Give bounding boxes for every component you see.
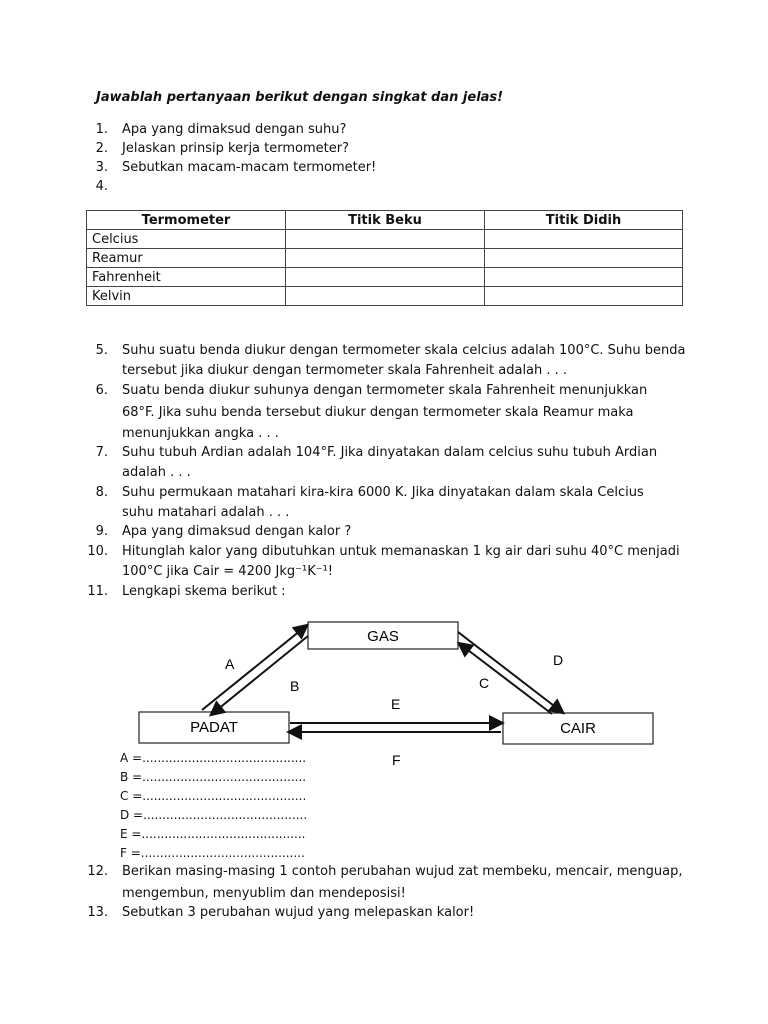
question-7-cont: adalah . . . bbox=[122, 465, 191, 480]
table-cell: Celcius bbox=[87, 230, 286, 249]
table-cell bbox=[286, 230, 485, 249]
label-f: F bbox=[392, 752, 401, 768]
table-header: Titik Beku bbox=[286, 211, 485, 230]
blank-b: B =........................................... bbox=[120, 770, 307, 784]
question-5-cont: tersebut jika diukur dengan termometer skala Fahrenheit adalah . . . bbox=[122, 363, 568, 378]
question-5: 5. Suhu suatu benda diukur dengan termometer skala celcius adalah 100°C. Suhu benda bbox=[95, 343, 686, 358]
table-header: Titik Didih bbox=[485, 211, 683, 230]
table-cell: Reamur bbox=[87, 249, 286, 268]
gas-label: GAS bbox=[367, 628, 399, 645]
label-e: E bbox=[391, 696, 401, 712]
table-cell: Fahrenheit bbox=[87, 268, 286, 287]
question-6: 6. Suatu benda diukur suhunya dengan termometer skala Fahrenheit menunjukkan bbox=[95, 383, 648, 398]
cair-label: CAIR bbox=[560, 720, 596, 737]
label-b: B bbox=[290, 678, 300, 694]
table-header-row bbox=[87, 211, 683, 230]
table-cell bbox=[485, 268, 683, 287]
table-cell bbox=[286, 268, 485, 287]
padat-label: PADAT bbox=[190, 719, 238, 736]
instruction-heading: Jawablah pertanyaan berikut dengan singkat dan jelas! bbox=[96, 90, 504, 105]
question-6-cont: 68°F. Jika suhu benda tersebut diukur dengan termometer skala Reamur maka bbox=[122, 405, 634, 420]
question-2: 2. Jelaskan prinsip kerja termometer? bbox=[95, 141, 349, 156]
question-10-cont: 100°C jika Cair = 4200 Jkg⁻¹K⁻¹! bbox=[122, 564, 334, 579]
label-d: D bbox=[553, 652, 564, 668]
blank-a: A =........................................... bbox=[120, 751, 307, 765]
question-12-cont: mengembun, menyublim dan mendeposisi! bbox=[122, 886, 406, 901]
label-c: C bbox=[479, 675, 490, 691]
table-cell bbox=[485, 287, 683, 306]
table-row bbox=[87, 268, 683, 287]
table-cell bbox=[286, 287, 485, 306]
label-a: A bbox=[225, 656, 235, 672]
blank-d: D =........................................... bbox=[120, 808, 308, 822]
thermometer-table bbox=[86, 210, 683, 306]
arrow-d bbox=[458, 632, 562, 712]
table-cell bbox=[286, 249, 485, 268]
question-8: 8. Suhu permukaan matahari kira-kira 6000 K. Jika dinyatakan dalam skala Celcius bbox=[95, 485, 644, 500]
table-row bbox=[87, 287, 683, 306]
question-8-cont: suhu matahari adalah . . . bbox=[122, 505, 290, 520]
arrow-a bbox=[202, 626, 306, 710]
arrow-c bbox=[460, 644, 552, 714]
question-1: 1. Apa yang dimaksud dengan suhu? bbox=[95, 122, 347, 137]
question-4: 4. bbox=[95, 179, 108, 194]
table-header: Termometer bbox=[87, 211, 286, 230]
question-13: 13. Sebutkan 3 perubahan wujud yang melepaskan kalor! bbox=[87, 905, 475, 920]
table-row bbox=[87, 230, 683, 249]
arrow-b bbox=[212, 636, 308, 714]
question-12: 12. Berikan masing-masing 1 contoh perubahan wujud zat membeku, mencair, menguap, bbox=[87, 864, 683, 879]
question-9: 9. Apa yang dimaksud dengan kalor ? bbox=[95, 524, 352, 539]
blank-f: F =........................................... bbox=[120, 846, 305, 860]
question-3: 3. Sebutkan macam-macam termometer! bbox=[95, 160, 377, 175]
question-7: 7. Suhu tubuh Ardian adalah 104°F. Jika dinyatakan dalam celcius suhu tubuh Ardian bbox=[95, 445, 658, 460]
table-cell bbox=[485, 230, 683, 249]
question-11: 11. Lengkapi skema berikut : bbox=[87, 584, 286, 599]
blank-e: E =........................................... bbox=[120, 827, 306, 841]
table-row bbox=[87, 249, 683, 268]
blank-c: C =........................................... bbox=[120, 789, 307, 803]
table-cell bbox=[485, 249, 683, 268]
question-6-cont: menunjukkan angka . . . bbox=[122, 426, 279, 441]
phase-change-diagram bbox=[130, 610, 670, 770]
question-10: 10. Hitunglah kalor yang dibutuhkan untuk memanaskan 1 kg air dari suhu 40°C menjadi bbox=[87, 544, 680, 559]
table-cell: Kelvin bbox=[87, 287, 286, 306]
